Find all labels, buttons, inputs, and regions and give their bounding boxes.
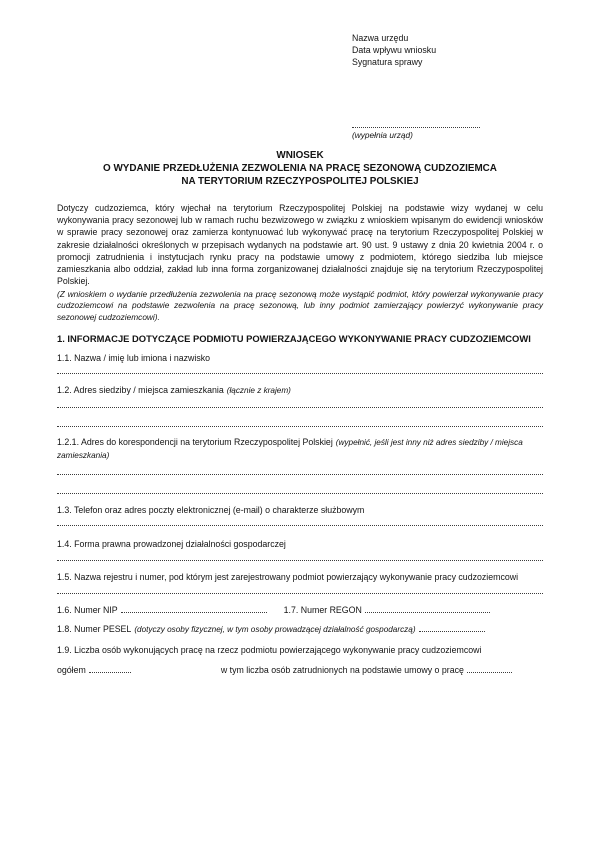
- field-1-7-fill-line: [365, 604, 490, 613]
- field-1-4-label-text: 1.4. Forma prawna prowadzonej działalności gospodarczej: [57, 538, 286, 549]
- field-1-2-label: [57, 384, 543, 397]
- field-1-2-1-hint: (wypełnić, jeśli jest inny niż adres siedziby / miejsca zamieszkania): [57, 437, 523, 460]
- application-receipt-date-label: Data wpływu wniosku: [352, 45, 437, 55]
- field-1-6-1-7-row: [57, 604, 543, 616]
- office-header-block: [352, 32, 543, 68]
- field-1-8-row: [57, 623, 543, 636]
- field-1-6-label: 1.6. Numer NIP: [57, 604, 118, 615]
- field-1-9-counts-row: [57, 664, 543, 676]
- field-1-9-label: [57, 644, 543, 656]
- form-title-line-2: O WYDANIE PRZEDŁUŻENIA ZEZWOLENIA NA PRACĘ SEZONOWĄ CUDZOZIEMCA: [103, 163, 497, 175]
- field-1-9-total-label: ogółem: [57, 664, 86, 675]
- field-1-7-label: 1.7. Numer REGON: [283, 604, 362, 615]
- field-1-1-label-text: 1.1. Nazwa / imię lub imiona i nazwisko: [57, 352, 211, 363]
- field-1-3-label-text: 1.3. Telefon oraz adres poczty elektronicznej (e-mail) o charakterze służbowym: [57, 504, 365, 515]
- field-1-5-fill-line: [57, 592, 543, 594]
- field-1-9-contract-label: w tym liczba osób zatrudnionych na podstawie umowy o pracę: [220, 664, 464, 675]
- field-1-2-1-label: [57, 436, 543, 462]
- field-1-9-contract-fill-line: [467, 664, 512, 673]
- field-1-8-fill-line: [419, 623, 485, 632]
- field-1-6-fill-line: [121, 604, 267, 613]
- field-1-8-label: 1.8. Numer PESEL: [57, 623, 132, 634]
- field-1-5-label-text: 1.5. Nazwa rejestru i numer, pod którym jest zarejestrowany podmiot powierzający wykonywanie pracy cudzoziemcowi: [57, 571, 519, 582]
- intro-note-paragraph: (Z wnioskiem o wydanie przedłużenia zezwolenia na pracę sezonową może wystąpić podmiot, który powierzał wykonywanie pracy cudzoziemcowi na podstawie zezwolenia na pracę sezonową, lub inny podmiot zamierzający powierzyć wykonywanie pracy sezonowej cudzoziemcowi).: [57, 288, 543, 322]
- office-fill-line: [352, 120, 480, 128]
- field-1-3-fill-line: [57, 524, 543, 526]
- field-1-2-hint: (łącznie z krajem): [226, 385, 291, 395]
- office-name-label: Nazwa urzędu: [352, 33, 409, 43]
- field-1-3-label: [57, 504, 543, 516]
- intro-paragraph: Dotyczy cudzoziemca, który wjechał na terytorium Rzeczypospolitej Polskiej na podstawie wizy wydanej w celu wykonywania pracy sezonowej lub w ramach ruchu bezwizowego w związku z wnioskiem wpisanym do ewidencji wniosków w sprawie pracy sezonowej oraz zamierza kontynuować lub wykonywać pracę na terytorium Rzeczypospolitej Polskiej w zakresie działalności określonych w przepisach wydanych na podstawie art. 90 ust. 9 ustawy z dnia 20 kwietnia 2004 r. o promocji zatrudnienia i instytucjach rynku pracy na podstawie umowy z podmiotem, którego siedziba lub miejsce zamieszkania albo oddział, zakład lub inna forma zorganizowanej działalności znajduje się na terytorium Rzeczypospolitej Polskiej.: [57, 202, 543, 287]
- field-1-9-total-fill-line: [89, 664, 131, 673]
- form-title-line-1: WNIOSEK: [276, 150, 324, 161]
- field-1-2-label-text: 1.2. Adres siedziby / miejsca zamieszkania: [57, 384, 224, 395]
- field-1-1-label: [57, 352, 543, 364]
- field-1-5-label: [57, 571, 543, 583]
- office-fill-note: (wypełnia urząd): [352, 130, 413, 140]
- form-title-line-3: NA TERYTORIUM RZECZYPOSPOLITEJ POLSKIEJ: [181, 176, 419, 188]
- field-1-2-1-label-text: 1.2.1. Adres do korespondencji na terytorium Rzeczypospolitej Polskiej: [57, 436, 333, 447]
- field-1-4-label: [57, 538, 543, 550]
- field-1-2-1-fill-line-2: [57, 492, 543, 494]
- field-1-2-fill-line-1: [57, 406, 543, 408]
- field-1-4-fill-line: [57, 559, 543, 561]
- field-1-2-fill-line-2: [57, 425, 543, 427]
- field-1-8-hint: (dotyczy osoby fizycznej, w tym osoby prowadzącej działalność gospodarczą): [134, 624, 416, 634]
- field-1-9-label-text: 1.9. Liczba osób wykonujących pracę na rzecz podmiotu powierzającego wykonywanie pracy cudzoziemcowi: [57, 644, 482, 655]
- form-title: [57, 149, 543, 189]
- office-fill-block: [352, 120, 543, 141]
- field-1-1-fill-line: [57, 372, 543, 374]
- field-1-2-1-fill-line-1: [57, 473, 543, 475]
- case-reference-label: Sygnatura sprawy: [352, 57, 423, 67]
- section-1-heading: 1. INFORMACJE DOTYCZĄCE PODMIOTU POWIERZAJĄCEGO WYKONYWANIE PRACY CUDZOZIEMCOWI: [57, 332, 531, 344]
